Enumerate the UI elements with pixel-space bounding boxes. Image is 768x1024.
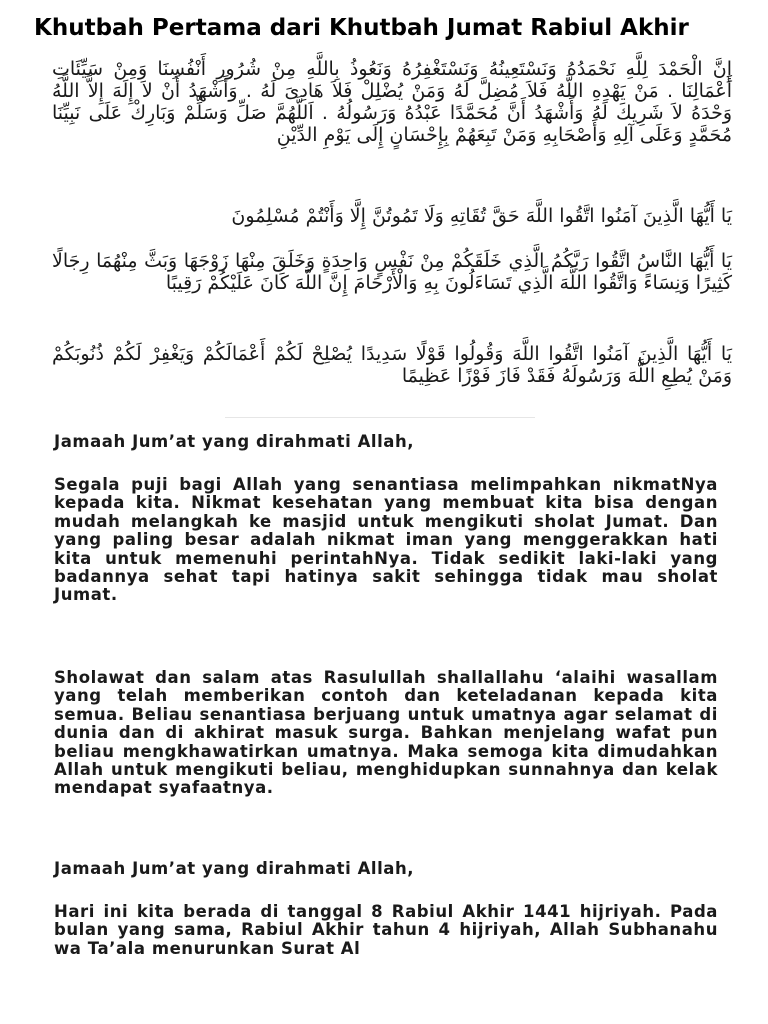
section-divider xyxy=(225,417,535,418)
paragraph-1: Segala puji bagi Allah yang senantiasa melimpahkan nikmatNya kepada kita. Nikmat kesehatan yang membuat kita bisa dengan mudah melangkah ke masjid untuk mengikuti sholat Jumat. Dan yang paling besar adalah nikmat iman yang menggerakkan hati kita untuk memenuhi perintahNya. Tidak sedikit laki-laki yang badannya sehat tapi hatinya sakit sehingga tidak mau sholat Jumat. xyxy=(54,475,718,605)
paragraph-3: Hari ini kita berada di tanggal 8 Rabiul Akhir 1441 hijriyah. Pada bulan yang sama, Rabiul Akhir tahun 4 hijriyah, Allah Subhanahu wa Ta’ala menurunkan Surat Al xyxy=(54,902,718,958)
paragraph-2: Sholawat dan salam atas Rasulullah shallallahu ‘alaihi wasallam yang telah memberikan contoh dan keteladanan kepada kita semua. Beliau senantiasa berjuang untuk umatnya agar selamat di dunia dan di akhirat masuk surga. Bahkan menjelang wafat pun beliau mengkhawatirkan umatnya. Maka semoga kita dimudahkan Allah untuk mengikuti beliau, menghidupkan sunnahnya dan kelak mendapat syafaatnya. xyxy=(54,668,718,798)
document-title: Khutbah Pertama dari Khutbah Jumat Rabiul Akhir xyxy=(34,15,689,41)
greeting-2: Jamaah Jum’at yang dirahmati Allah, xyxy=(54,859,415,878)
arabic-verse-3: يَا أَيُّهَا الَّذِينَ آمَنُوا اتَّقُوا اللَّهَ وَقُولُوا قَوْلًا سَدِيدًا يُصْلِحْ لَكُمْ أَعْمَالَكُمْ وَيَغْفِرْ لَكُمْ ذُنُوبَكُمْ وَمَنْ يُطِعِ اللَّهَ وَرَسُولَهُ فَقَدْ فَازَ فَوْزًا عَظِيمًا xyxy=(52,343,732,387)
arabic-verse-1: يَا أَيُّهَا الَّذِينَ آمَنُوا اتَّقُوا اللَّهَ حَقَّ تُقَاتِهِ وَلَا تَمُوتُنَّ إِلَّا وَأَنْتُمْ مُسْلِمُونَ xyxy=(231,205,732,227)
arabic-opening-text: إِنَّ الْحَمْدَ لِلَّهِ نَحْمَدُهُ وَنَسْتَعِينُهُ وَنَسْتَغْفِرُهُ وَنَعُوذُ بِاللَّهِ مِنْ شُرُورِ أَنْفُسِنَا وَمِنْ سَيِّئَاتِ أَعْمَالِنَا . مَنْ يَهْدِهِ اللَّهُ فَلاَ مُضِلَّ لَهُ وَمَنْ يُضْلِلْ فَلاَ هَادِىَ لَهُ . وَأَشْهَدُ أَنْ لاَ إِلَهَ إِلاَّ اللَّهُ وَحْدَهُ لاَ شَرِيكَ لَهُ وَأَشْهَدُ أَنَّ مُحَمَّدًا عَبْدُهُ وَرَسُولُهُ . اَللَّهُمَّ صَلِّ وَسَلِّمْ وَبَارِكْ عَلَى نَبِيِّنَا مُحَمَّدٍ وَعَلَى آلِهِ وَأَصْحَابِهِ وَمَنْ تَبِعَهُمْ بِإِحْسَانٍ إِلَى يَوْمِ الدِّيْنِ xyxy=(52,58,732,146)
arabic-verse-2: يَا أَيُّهَا النَّاسُ اتَّقُوا رَبَّكُمُ الَّذِي خَلَقَكُمْ مِنْ نَفْسٍ وَاحِدَةٍ وَخَلَقَ مِنْهَا زَوْجَهَا وَبَثَّ مِنْهُمَا رِجَالًا كَثِيرًا وَنِسَاءً وَاتَّقُوا اللَّهَ الَّذِي تَسَاءَلُونَ بِهِ وَالْأَرْحَامَ إِنَّ اللَّهَ كَانَ عَلَيْكُمْ رَقِيبًا xyxy=(52,250,732,294)
greeting-1: Jamaah Jum’at yang dirahmati Allah, xyxy=(54,432,415,451)
